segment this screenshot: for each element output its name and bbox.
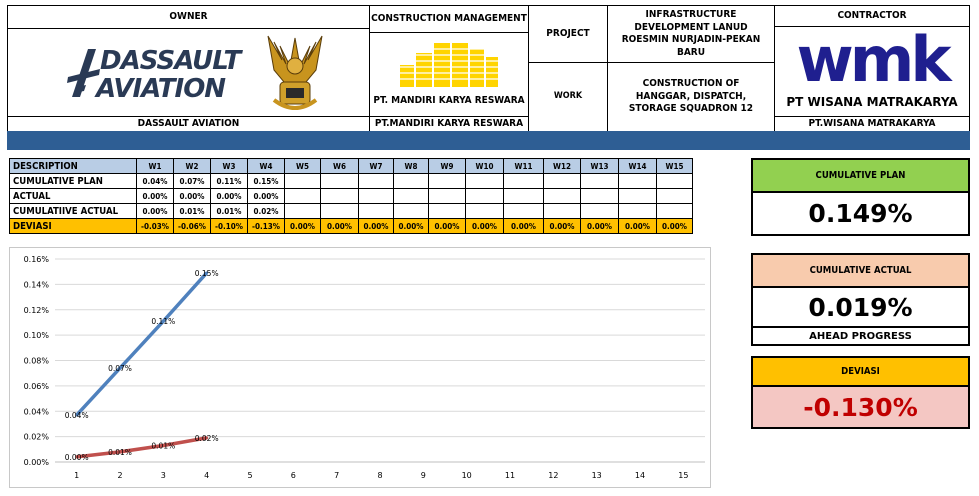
table-cell <box>581 204 619 219</box>
cm-logo-text: PT. MANDIRI KARYA RESWARA <box>373 95 525 106</box>
table-cell <box>544 174 581 189</box>
series-1-data-label: 0.04% <box>64 411 89 421</box>
dassault-logo-text-2: AVIATION <box>96 74 226 104</box>
table-cell: 0.00% <box>429 219 466 234</box>
header-divider-band <box>7 131 970 150</box>
series-1-line <box>77 273 207 415</box>
table-cell: 0.01% <box>211 204 248 219</box>
kpi-actual-title-text: CUMULATIVE ACTUAL <box>809 265 912 276</box>
kpi-plan-value-text: 0.149% <box>808 199 913 228</box>
table-row-cumulative-actual <box>10 204 693 219</box>
col-header: W8 <box>394 159 429 174</box>
col-header: W9 <box>429 159 466 174</box>
table-cell <box>504 189 544 204</box>
owner-label: OWNER <box>169 10 208 22</box>
series-2-data-label: 0.01% <box>151 441 176 451</box>
row-label: CUMULATIIVE ACTUAL <box>10 204 137 219</box>
owner-logo-cell <box>7 28 370 117</box>
project-value: INFRASTRUCTURE DEVELOPMENT LANUD ROESMIN NURJADIN-PEKAN BARU <box>621 9 761 58</box>
air-force-emblem-icon <box>260 30 330 116</box>
col-header: W3 <box>211 159 248 174</box>
series-2-line <box>77 438 207 457</box>
table-cell <box>466 204 504 219</box>
kpi-deviasi-value <box>751 387 970 429</box>
table-cell <box>657 189 693 204</box>
table-cell: 0.00% <box>211 189 248 204</box>
col-header: W11 <box>504 159 544 174</box>
contractor-name: PT.WISANA MATRAKARYA <box>808 117 936 129</box>
table-cell: 0.01% <box>174 204 211 219</box>
table-cell <box>429 189 466 204</box>
project-label: PROJECT <box>546 27 590 39</box>
table-cell: 0.00% <box>504 219 544 234</box>
table-cell: -0.06% <box>174 219 211 234</box>
table-cell <box>581 189 619 204</box>
table-cell: 0.00% <box>657 219 693 234</box>
kpi-plan-title <box>751 158 970 193</box>
kpi-actual-title <box>751 253 970 288</box>
col-header: W4 <box>248 159 285 174</box>
col-header: W14 <box>619 159 657 174</box>
work-label-cell <box>528 62 608 132</box>
dassault-logo <box>66 43 246 105</box>
cm-label: CONSTRUCTION MANAGEMENT <box>371 12 527 24</box>
x-tick-label: 13 <box>591 471 602 480</box>
table-cell: 0.00% <box>174 189 211 204</box>
table-cell <box>581 174 619 189</box>
table-cell <box>359 174 394 189</box>
table-cell <box>359 189 394 204</box>
x-tick-label: 15 <box>678 471 689 480</box>
row-label: ACTUAL <box>10 189 137 204</box>
table-cell <box>394 204 429 219</box>
table-cell <box>429 174 466 189</box>
x-tick-label: 11 <box>504 471 516 480</box>
work-value-cell <box>607 62 775 132</box>
cm-label-cell <box>369 5 529 33</box>
table-cell <box>544 204 581 219</box>
table-row-actual <box>10 189 693 204</box>
table-cell <box>466 189 504 204</box>
table-header-row <box>10 159 693 174</box>
table-cell: 0.00% <box>581 219 619 234</box>
table-cell: 0.04% <box>137 174 174 189</box>
kpi-actual-value <box>751 288 970 328</box>
row-label: CUMULATIVE PLAN <box>10 174 137 189</box>
table-cell: 0.00% <box>248 189 285 204</box>
series-2-data-label: 0.02% <box>194 433 219 443</box>
row-label: DEVIASI <box>10 219 137 234</box>
owner-label-cell <box>7 5 370 29</box>
y-tick-label: 0.10% <box>23 331 49 341</box>
table-cell <box>285 174 321 189</box>
wmk-logo: wmk <box>796 23 948 96</box>
kpi-actual-status <box>751 328 970 346</box>
dassault-logo-text-1: DASSAULT <box>100 46 241 76</box>
contractor-label: CONTRACTOR <box>837 9 907 21</box>
cm-name: PT.MANDIRI KARYA RESWARA <box>374 117 524 129</box>
table-cell: 0.15% <box>248 174 285 189</box>
table-cell: 0.02% <box>248 204 285 219</box>
table-cell <box>359 204 394 219</box>
table-cell <box>619 189 657 204</box>
series-2-data-label: 0.01% <box>108 447 132 457</box>
owner-name-cell <box>7 116 370 132</box>
owner-name: DASSAULT AVIATION <box>137 117 240 129</box>
kpi-actual-status-text: AHEAD PROGRESS <box>809 330 912 342</box>
table-cell <box>657 174 693 189</box>
table-cell: -0.10% <box>211 219 248 234</box>
table-cell: 0.00% <box>137 204 174 219</box>
col-header: W13 <box>581 159 619 174</box>
table-cell <box>466 174 504 189</box>
col-header: DESCRIPTION <box>10 159 137 174</box>
table-cell: -0.03% <box>137 219 174 234</box>
kpi-plan-title-text: CUMULATIVE PLAN <box>815 170 906 181</box>
table-cell: 0.07% <box>174 174 211 189</box>
table-cell: 0.00% <box>466 219 504 234</box>
chart-svg <box>10 248 712 489</box>
table-cell <box>394 189 429 204</box>
table-cell <box>504 174 544 189</box>
table-cell: 0.11% <box>211 174 248 189</box>
table-cell <box>544 189 581 204</box>
table-cell <box>619 174 657 189</box>
mandiri-building-icon <box>394 43 504 91</box>
y-tick-label: 0.06% <box>23 381 49 391</box>
progress-table <box>9 158 693 234</box>
table-cell <box>321 204 359 219</box>
contractor-name-cell <box>774 116 970 132</box>
cm-logo-cell <box>369 32 529 117</box>
series-1-data-label: 0.07% <box>108 364 132 374</box>
table-cell <box>657 204 693 219</box>
y-tick-label: 0.16% <box>23 255 49 264</box>
table-cell: 0.00% <box>394 219 429 234</box>
x-tick-label: 9 <box>420 471 426 480</box>
kpi-plan-value <box>751 193 970 236</box>
y-tick-label: 0.14% <box>23 280 49 290</box>
table-cell <box>321 189 359 204</box>
table-cell <box>285 204 321 219</box>
table-cell <box>321 174 359 189</box>
kpi-actual-value-text: 0.019% <box>808 292 913 322</box>
contractor-logo-cell <box>774 23 970 117</box>
table-cell <box>394 174 429 189</box>
series-1-data-label: 0.15% <box>194 268 219 278</box>
y-tick-label: 0.00% <box>23 458 49 467</box>
work-label: WORK <box>553 91 583 102</box>
col-header: W2 <box>174 159 211 174</box>
col-header: W1 <box>137 159 174 174</box>
x-tick-label: 2 <box>117 471 123 480</box>
project-value-cell <box>607 5 775 63</box>
table-row-deviasi <box>10 219 693 234</box>
y-tick-label: 0.12% <box>23 305 49 315</box>
cm-name-cell <box>369 116 529 132</box>
x-tick-label: 1 <box>74 471 80 480</box>
table-cell: 0.00% <box>619 219 657 234</box>
s-curve-chart <box>9 247 711 488</box>
x-tick-label: 10 <box>461 471 472 480</box>
x-tick-label: 7 <box>334 471 340 480</box>
table-row-cumulative-plan <box>10 174 693 189</box>
table-cell: 0.00% <box>359 219 394 234</box>
col-header: W5 <box>285 159 321 174</box>
col-header: W6 <box>321 159 359 174</box>
table-cell: -0.13% <box>248 219 285 234</box>
y-tick-label: 0.02% <box>23 432 49 442</box>
x-tick-label: 5 <box>247 471 253 480</box>
series-2-data-label: 0.00% <box>64 452 89 462</box>
col-header: W10 <box>466 159 504 174</box>
table-cell <box>429 204 466 219</box>
table-cell: 0.00% <box>137 189 174 204</box>
col-header: W15 <box>657 159 693 174</box>
y-tick-label: 0.08% <box>23 356 49 366</box>
x-tick-label: 14 <box>634 471 646 480</box>
x-tick-label: 12 <box>548 471 559 480</box>
col-header: W12 <box>544 159 581 174</box>
kpi-deviasi-title-text: DEVIASI <box>841 366 880 377</box>
table-cell <box>619 204 657 219</box>
series-1-data-label: 0.11% <box>151 317 176 327</box>
table-cell: 0.00% <box>285 219 321 234</box>
x-tick-label: 3 <box>160 471 166 480</box>
table-cell: 0.00% <box>321 219 359 234</box>
project-label-cell <box>528 5 608 63</box>
x-tick-label: 6 <box>290 471 296 480</box>
col-header: W7 <box>359 159 394 174</box>
kpi-deviasi-title <box>751 356 970 387</box>
table-cell: 0.00% <box>544 219 581 234</box>
wmk-logo-sub: PT WISANA MATRAKARYA <box>786 95 958 109</box>
x-tick-label: 8 <box>377 471 383 480</box>
x-tick-label: 4 <box>204 471 210 480</box>
kpi-deviasi-value-text: -0.130% <box>803 392 918 422</box>
work-value: CONSTRUCTION OF HANGGAR, DISPATCH, STORAGE SQUADRON 12 <box>628 78 754 115</box>
table-cell <box>285 189 321 204</box>
y-tick-label: 0.04% <box>23 407 49 417</box>
table-cell <box>504 204 544 219</box>
